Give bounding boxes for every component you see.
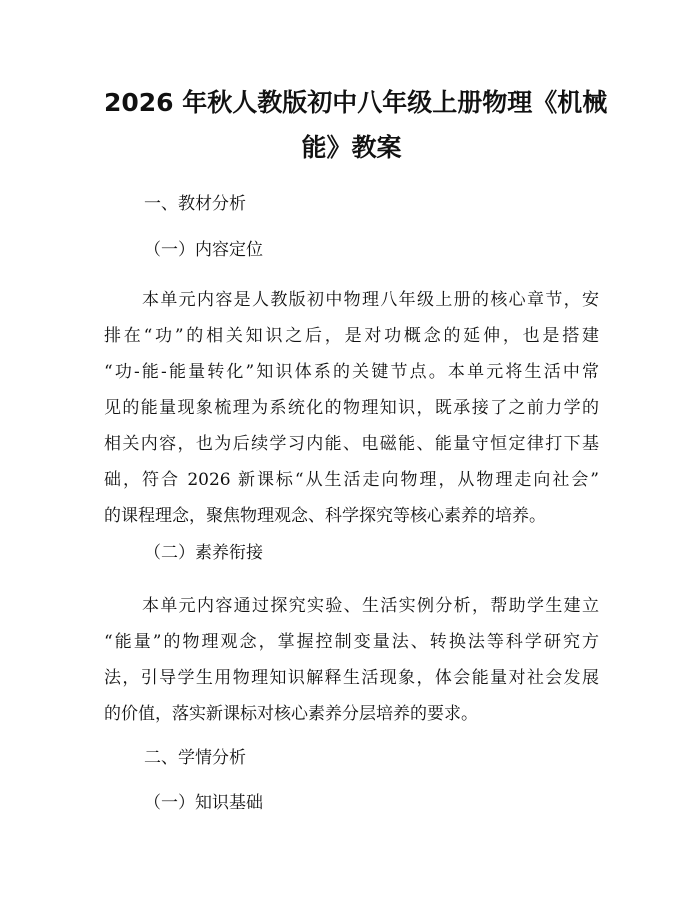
subsection-heading-knowledge-foundation: （一）知识基础 xyxy=(144,793,263,813)
paragraph-line: 法，引导学生用物理知识解释生活现象，体会能量对社会发展 xyxy=(104,668,599,688)
subsection-heading-content-positioning: （一）内容定位 xyxy=(144,240,263,260)
section-heading-textbook-analysis: 一、教材分析 xyxy=(144,194,246,214)
paragraph-content-positioning xyxy=(104,282,599,534)
paragraph-literacy-connection xyxy=(104,588,599,732)
section-heading-student-analysis: 二、学情分析 xyxy=(144,748,246,768)
paragraph-line: 排在“功”的相关知识之后，是对功概念的延伸，也是搭建 xyxy=(104,326,599,346)
subsection-heading-literacy-connection: （二）素养衔接 xyxy=(144,543,263,563)
paragraph-line: 本单元内容通过探究实验、生活实例分析，帮助学生建立 xyxy=(142,596,599,616)
paragraph-line: 相关内容，也为后续学习内能、电磁能、能量守恒定律打下基 xyxy=(104,434,599,454)
document-title-line-1: 2026 年秋人教版初中八年级上册物理《机械 xyxy=(104,88,608,117)
paragraph-line: “功-能-能量转化”知识体系的关键节点。本单元将生活中常 xyxy=(104,362,599,382)
paragraph-line: 的课程理念，聚焦物理观念、科学探究等核心素养的培养。 xyxy=(104,506,546,526)
document-title-line-2: 能》教案 xyxy=(301,133,402,162)
paragraph-line: 础，符合 2026 新课标“从生活走向物理，从物理走向社会” xyxy=(104,470,599,490)
paragraph-line: 本单元内容是人教版初中物理八年级上册的核心章节，安 xyxy=(142,290,599,310)
paragraph-line: 见的能量现象梳理为系统化的物理知识，既承接了之前力学的 xyxy=(104,398,599,418)
paragraph-line: 的价值，落实新课标对核心素养分层培养的要求。 xyxy=(104,704,478,724)
paragraph-line: “能量”的物理观念，掌握控制变量法、转换法等科学研究方 xyxy=(104,632,599,652)
